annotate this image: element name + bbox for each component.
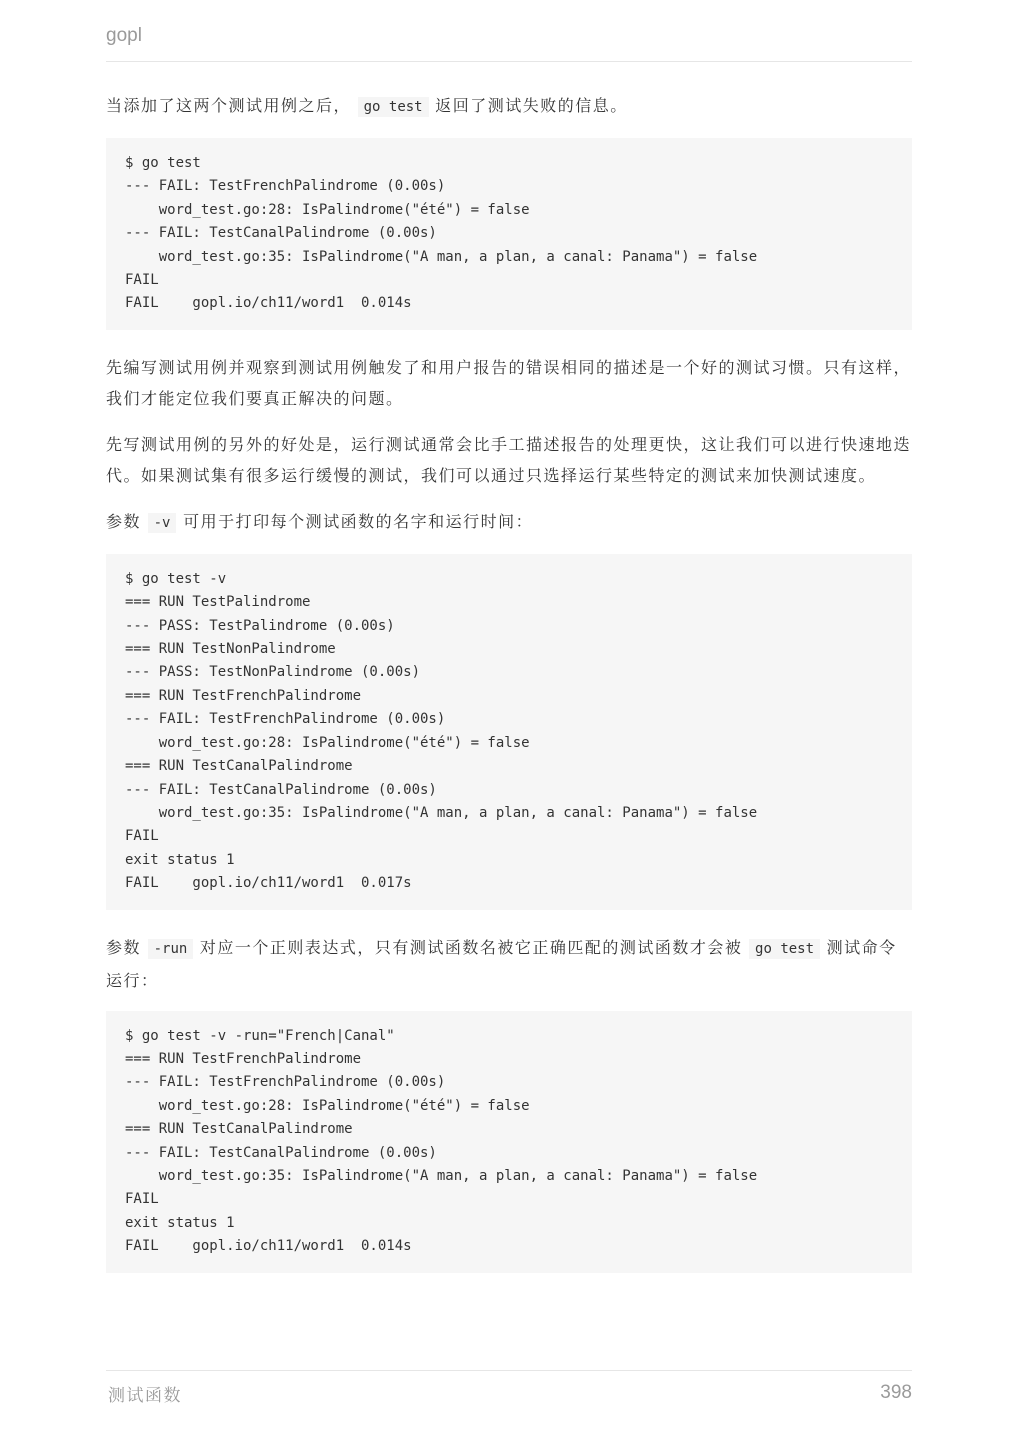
text: 可用于打印每个测试函数的名字和运行时间： [183, 511, 534, 531]
inline-code: go test [749, 939, 820, 959]
text: 测试命令运行： [106, 937, 897, 990]
code-block-1: $ go test --- FAIL: TestFrenchPalindrome (0.00s) word_test.go:28: IsPalindrome("été") = false --- FAIL: TestCanalPalindrome (0.00s) word_test.go:35: IsPalindrome("A man, a plan, a canal: Panama") = false FAIL FAIL gopl.io/ch11/word1 0.014s [106, 138, 912, 330]
inline-code: -run [148, 939, 194, 959]
paragraph-4 [106, 506, 912, 539]
inline-code: -v [148, 513, 177, 533]
paragraph-1 [106, 90, 912, 123]
page-content [106, 90, 912, 1295]
inline-code: go test [358, 97, 429, 117]
text: 返回了测试失败的信息。 [435, 96, 628, 115]
page-footer [106, 1370, 912, 1417]
text: 当添加了这两个测试用例之后， [106, 96, 352, 115]
paragraph-2: 先编写测试用例并观察到测试用例触发了和用户报告的错误相同的描述是一个好的测试习惯。只有这样，我们才能定位我们要真正解决的问题。 [106, 357, 912, 408]
section-title: 测试函数 [108, 1386, 182, 1406]
code-block-2: $ go test -v === RUN TestPalindrome --- PASS: TestPalindrome (0.00s) === RUN TestNonPalindrome --- PASS: TestNonPalindrome (0.00s) === RUN TestFrenchPalindrome --- FAIL: TestFrenchPalindrome (0.00s) word_test.go:28: IsPalindrome("été") = false === RUN TestCanalPalindrome --- FAIL: TestCanalPalindrome (0.00s) word_test.go:35: IsPalindrome("A man, a plan, a canal: Panama") = false FAIL exit status 1 FAIL gopl.io/ch11/word1 0.017s [106, 554, 912, 910]
paragraph-5 [106, 932, 912, 996]
code-block-3: $ go test -v -run="French|Canal" === RUN TestFrenchPalindrome --- FAIL: TestFrenchPalindrome (0.00s) word_test.go:28: IsPalindrome("été") = false === RUN TestCanalPalindrome --- FAIL: TestCanalPalindrome (0.00s) word_test.go:35: IsPalindrome("A man, a plan, a canal: Panama") = false FAIL exit status 1 FAIL gopl.io/ch11/word1 0.014s [106, 1011, 912, 1273]
page-header [106, 22, 912, 62]
paragraph-3: 先写测试用例的另外的好处是，运行测试通常会比手工描述报告的处理更快，这让我们可以进行快速地迭代。如果测试集有很多运行缓慢的测试，我们可以通过只选择运行某些特定的测试来加快测试速度。 [106, 434, 912, 485]
text: 参数 [106, 511, 142, 531]
page-number: 398 [880, 1382, 912, 1403]
text: 参数 [106, 937, 142, 957]
book-title: gopl [106, 25, 142, 46]
text: 对应一个正则表达式，只有测试函数名被它正确匹配的测试函数才会被 [199, 937, 743, 957]
